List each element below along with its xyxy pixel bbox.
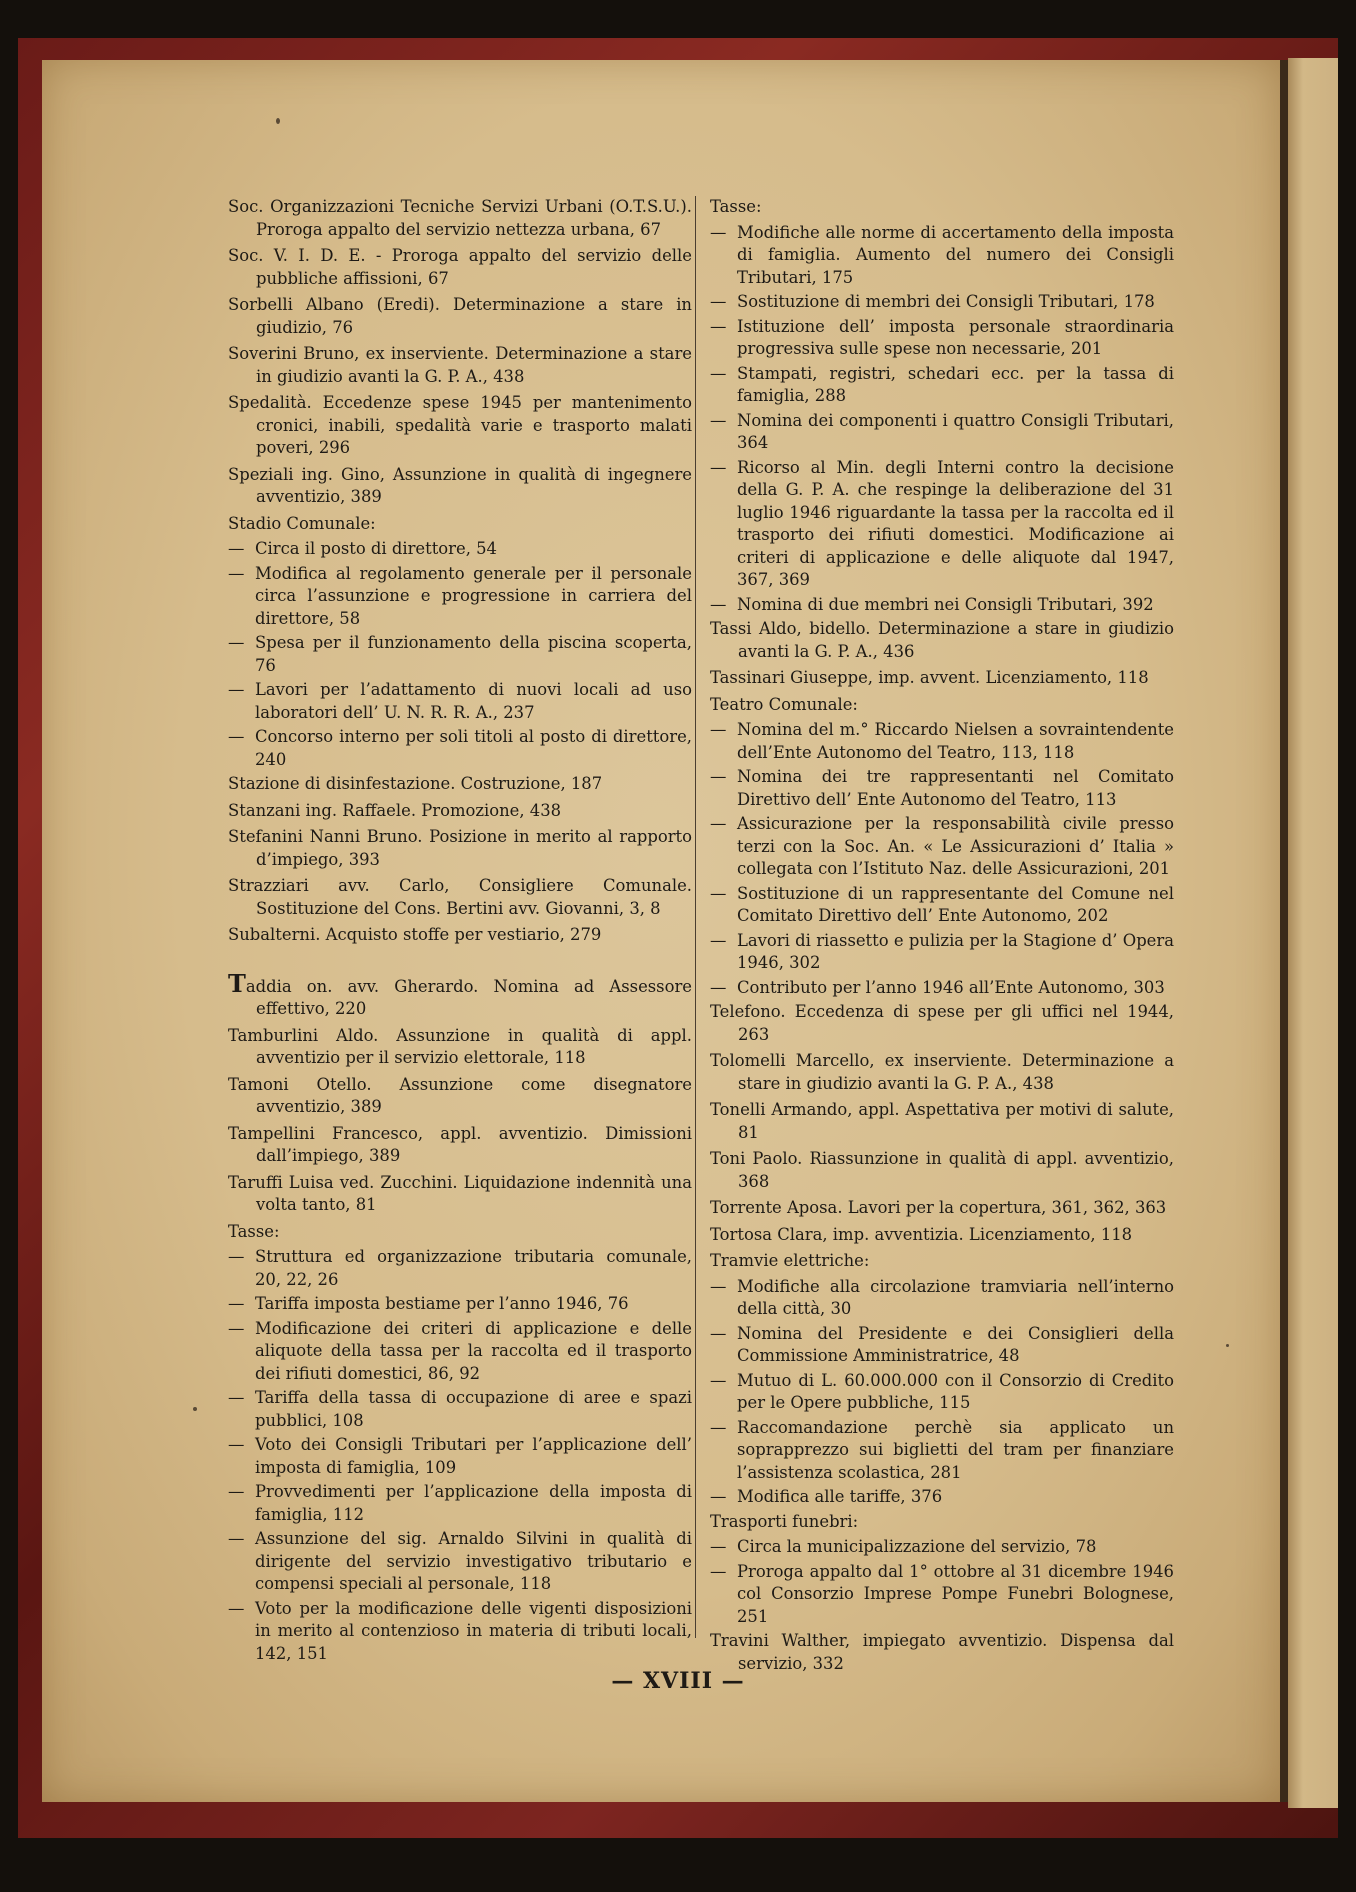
dash-bullet: —	[228, 1598, 245, 1618]
index-subentry	[228, 1293, 692, 1316]
index-entry: Tortosa Clara, imp. avventizia. Licenziamento, 118	[710, 1224, 1133, 1244]
subentry-text: Raccomandazione perchè sia applicato un soprapprezzo sui biglietti del tram per finanziare l’assistenza scolastica, 281	[737, 1417, 1174, 1482]
index-subentry	[228, 1434, 692, 1479]
index-subentry	[228, 538, 692, 561]
subentry-text: Sostituzione di membri dei Consigli Tributari, 178	[737, 292, 1155, 311]
index-subentry	[710, 1323, 1174, 1368]
index-entry: Tassinari Giuseppe, imp. avvent. Licenziamento, 118	[710, 668, 1149, 687]
index-heading: Trasporti funebri:	[710, 1511, 859, 1531]
index-subentry	[228, 1481, 692, 1526]
section-gap	[228, 951, 692, 973]
subentry-text: Nomina dei componenti i quattro Consigli Tributari, 364	[737, 410, 1174, 452]
index-heading: Stadio Comunale:	[228, 513, 376, 533]
index-subentry	[710, 1486, 1174, 1509]
subentry-text: Lavori per l’adattamento di nuovi locali ad uso laboratori dell’ U. N. R. R. A., 237	[255, 680, 692, 722]
adjacent-page-edge	[1288, 58, 1338, 1808]
subentry-text: Provvedimenti per l’applicazione della imposta di famiglia, 112	[255, 1482, 692, 1524]
index-subentry	[228, 1387, 692, 1432]
dash-bullet: —	[228, 1388, 245, 1407]
index-entry: Tamburlini Aldo. Assunzione in qualità di appl. avventizio per il servizio elettorale, 118	[228, 1025, 692, 1067]
index-subentry	[710, 1276, 1174, 1321]
index-subentry	[710, 930, 1174, 975]
index-subentry	[710, 719, 1174, 764]
index-heading: Tasse:	[710, 197, 762, 216]
index-heading: Teatro Comunale:	[710, 694, 858, 714]
paper-speck	[193, 1407, 197, 1411]
index-subentry	[710, 363, 1174, 408]
index-subentry	[710, 1370, 1174, 1415]
index-entry: Tassi Aldo, bidello. Determinazione a stare in giudizio avanti la G. P. A., 436	[710, 619, 1174, 661]
index-heading: Tramvie elettriche:	[710, 1251, 870, 1270]
index-entry: Subalterni. Acquisto stoffe per vestiario, 279	[228, 925, 602, 944]
index-subentry	[710, 977, 1174, 1000]
dash-bullet: —	[710, 457, 727, 477]
subentry-text: Modifica al regolamento generale per il personale circa l’assunzione e progressione in carriera del direttore, 58	[255, 563, 692, 628]
index-entry: Telefono. Eccedenza di spese per gli uffici nel 1944, 263	[710, 1002, 1174, 1044]
dash-bullet: —	[228, 680, 245, 699]
subentry-text: Sostituzione di un rappresentante del Comune nel Comitato Direttivo dell’ Ente Autonomo, 202	[737, 883, 1174, 925]
index-entry: Speziali ing. Gino, Assunzione in qualità di ingegnere avventizio, 389	[228, 464, 692, 506]
index-subentry	[710, 291, 1174, 314]
dash-bullet: —	[228, 633, 245, 652]
dash-bullet: —	[710, 1487, 727, 1506]
index-subentry	[228, 679, 692, 724]
index-subentry	[710, 222, 1174, 290]
dash-bullet: —	[710, 814, 727, 833]
index-subentry	[710, 457, 1174, 592]
dash-bullet: —	[228, 1482, 245, 1501]
index-subentry	[710, 1561, 1174, 1629]
subentry-text: Nomina di due membri nei Consigli Tributari, 392	[737, 594, 1154, 614]
index-entry: Torrente Aposa. Lavori per la copertura, 361, 362, 363	[710, 1198, 1167, 1217]
index-column-right	[710, 196, 1174, 1679]
subentry-text: Tariffa imposta bestiame per l’anno 1946, 76	[255, 1294, 629, 1313]
dash-bullet: —	[710, 720, 727, 739]
index-subentry	[710, 766, 1174, 811]
index-entry: Tamoni Otello. Assunzione come disegnatore avventizio, 389	[228, 1074, 692, 1116]
index-entry: Spedalità. Eccedenze spese 1945 per mantenimento cronici, inabili, spedalità varie e trasporto malati poveri, 296	[228, 393, 692, 457]
subentry-text: Spesa per il funzionamento della piscina scoperta, 76	[255, 633, 692, 675]
index-subentry	[228, 1318, 692, 1386]
paper-speck	[1226, 1344, 1229, 1347]
index-entry: Stazione di disinfestazione. Costruzione, 187	[228, 774, 603, 793]
dash-bullet: —	[710, 1276, 727, 1296]
dash-bullet: —	[228, 727, 245, 746]
index-entry: Strazziari avv. Carlo, Consigliere Comunale. Sostituzione del Cons. Bertini avv. Giovanni, 3, 8	[228, 876, 692, 918]
subentry-text: Circa il posto di direttore, 54	[255, 539, 497, 558]
subentry-text: Assicurazione per la responsabilità civile presso terzi con la Soc. An. « Le Assicurazioni d’ Italia » collegata con l’Istituto Naz. delle Assicurazioni, 201	[737, 814, 1174, 878]
entry-text: addia on. avv. Gherardo. Nomina ad Assessore effettivo, 220	[245, 976, 692, 1018]
dash-bullet: —	[228, 1294, 245, 1313]
subentry-text: Stampati, registri, schedari ecc. per la tassa di famiglia, 288	[737, 363, 1174, 405]
subentry-text: Istituzione dell’ imposta personale straordinaria progressiva sulle spese non necessarie, 201	[737, 316, 1174, 358]
book-gutter	[1280, 60, 1288, 1802]
subentry-text: Mutuo di L. 60.000.000 con il Consorzio di Credito per le Opere pubbliche, 115	[737, 1370, 1174, 1412]
dash-bullet: —	[710, 316, 727, 336]
dash-bullet: —	[228, 1318, 245, 1338]
subentry-text: Modifica alle tariffe, 376	[737, 1487, 943, 1506]
dash-bullet: —	[710, 1417, 727, 1437]
dash-bullet: —	[710, 410, 727, 430]
dash-bullet: —	[228, 1435, 245, 1454]
dash-bullet: —	[710, 363, 727, 383]
subentry-text: Assunzione del sig. Arnaldo Silvini in qualità di dirigente del servizio investigativo tributario e compensi speciali al personale, 118	[255, 1529, 692, 1593]
subentry-text: Circa la municipalizzazione del servizio, 78	[737, 1537, 1097, 1556]
index-column-left	[228, 196, 692, 1667]
subentry-text: Proroga appalto dal 1° ottobre al 31 dicembre 1946 col Consorzio Imprese Pompe Funebri Bolognese, 251	[737, 1561, 1174, 1626]
index-heading: Tasse:	[228, 1221, 280, 1241]
subentry-text: Nomina del Presidente e dei Consiglieri della Commissione Amministratrice, 48	[737, 1323, 1174, 1365]
dash-bullet: —	[710, 977, 727, 997]
index-subentry	[710, 410, 1174, 455]
dash-bullet: —	[710, 1323, 727, 1343]
index-entry: Toni Paolo. Riassunzione in qualità di appl. avventizio, 368	[710, 1149, 1174, 1191]
index-entry	[228, 968, 692, 1021]
index-subentry	[228, 1528, 692, 1596]
dash-bullet: —	[710, 1537, 727, 1556]
dash-bullet: —	[710, 594, 727, 614]
dash-bullet: —	[228, 1529, 245, 1548]
dash-bullet: —	[710, 930, 727, 950]
subentry-text: Nomina dei tre rappresentanti nel Comitato Direttivo dell’ Ente Autonomo del Teatro, 113	[737, 767, 1174, 809]
index-entry: Tampellini Francesco, appl. avventizio. Dimissioni dall’impiego, 389	[228, 1123, 692, 1165]
subentry-text: Modifiche alla circolazione tramviaria nell’interno della città, 30	[737, 1276, 1174, 1318]
dash-bullet: —	[710, 1561, 727, 1581]
index-subentry	[710, 813, 1174, 881]
index-subentry	[228, 726, 692, 771]
dash-bullet: —	[710, 883, 727, 903]
subentry-text: Tariffa della tassa di occupazione di aree e spazi pubblici, 108	[255, 1388, 692, 1430]
column-divider	[695, 196, 696, 1638]
index-subentry	[710, 594, 1174, 617]
index-entry: Stefanini Nanni Bruno. Posizione in merito al rapporto d’impiego, 393	[228, 827, 692, 869]
subentry-text: Nomina del m.° Riccardo Nielsen a sovraintendente dell’Ente Autonomo del Teatro, 113, 118	[737, 720, 1174, 762]
index-subentry	[710, 883, 1174, 928]
index-subentry	[228, 1246, 692, 1291]
drop-capital: T	[228, 968, 246, 998]
index-entry: Stanzani ing. Raffaele. Promozione, 438	[228, 800, 562, 820]
subentry-text: Modificazione dei criteri di applicazione e delle aliquote della tassa per la raccolta ed il trasporto dei rifiuti domestici, 86, 92	[255, 1318, 692, 1383]
index-subentry	[710, 1417, 1174, 1485]
subentry-text: Modifiche alle norme di accertamento della imposta di famiglia. Aumento del numero dei Consigli Tributari, 175	[737, 222, 1174, 287]
index-entry: Soc. V. I. D. E. - Proroga appalto del servizio delle pubbliche affissioni, 67	[228, 246, 692, 288]
index-entry: Soverini Bruno, ex inserviente. Determinazione a stare in giudizio avanti la G. P. A., 438	[228, 344, 692, 386]
paper-speck	[276, 118, 280, 124]
index-subentry	[710, 1536, 1174, 1559]
index-entry: Tonelli Armando, appl. Aspettativa per motivi di salute, 81	[710, 1100, 1174, 1142]
dash-bullet: —	[710, 767, 727, 786]
dash-bullet: —	[228, 1247, 245, 1266]
dash-bullet: —	[228, 563, 245, 583]
subentry-text: Lavori di riassetto e pulizia per la Stagione d’ Opera 1946, 302	[737, 930, 1174, 972]
index-entry: Sorbelli Albano (Eredi). Determinazione a stare in giudizio, 76	[228, 295, 692, 337]
subentry-text: Ricorso al Min. degli Interni contro la decisione della G. P. A. che respinge la deliberazione del 31 luglio 1946 riguardante la tassa per la raccolta ed il trasporto dei rifiuti domestici. Modificazione ai criteri di applicazione e delle aliquote dal 1947, 367, 369	[737, 457, 1174, 589]
index-subentry	[710, 316, 1174, 361]
page-number: — XVIII —	[611, 1668, 745, 1694]
subentry-text: Contributo per l’anno 1946 all’Ente Autonomo, 303	[737, 977, 1165, 997]
dash-bullet: —	[228, 539, 245, 558]
index-subentry	[228, 563, 692, 631]
subentry-text: Voto dei Consigli Tributari per l’applicazione dell’ imposta di famiglia, 109	[255, 1435, 692, 1477]
index-subentry	[228, 632, 692, 677]
dash-bullet: —	[710, 292, 727, 311]
subentry-text: Voto per la modificazione delle vigenti disposizioni in merito al contenzioso in materia di tributi locali, 142, 151	[255, 1598, 692, 1663]
dash-bullet: —	[710, 222, 727, 242]
index-entry: Taruffi Luisa ved. Zucchini. Liquidazione indennità una volta tanto, 81	[228, 1172, 692, 1214]
index-entry: Travini Walther, impiegato avventizio. Dispensa dal servizio, 332	[710, 1631, 1174, 1673]
dash-bullet: —	[710, 1370, 727, 1390]
subentry-text: Concorso interno per soli titoli al posto di direttore, 240	[255, 727, 692, 769]
index-entry: Tolomelli Marcello, ex inserviente. Determinazione a stare in giudizio avanti la G. P. A., 438	[710, 1051, 1174, 1093]
index-subentry	[228, 1598, 692, 1666]
index-entry: Soc. Organizzazioni Tecniche Servizi Urbani (O.T.S.U.). Proroga appalto del servizio nettezza urbana, 67	[228, 197, 692, 239]
subentry-text: Struttura ed organizzazione tributaria comunale, 20, 22, 26	[255, 1247, 692, 1289]
